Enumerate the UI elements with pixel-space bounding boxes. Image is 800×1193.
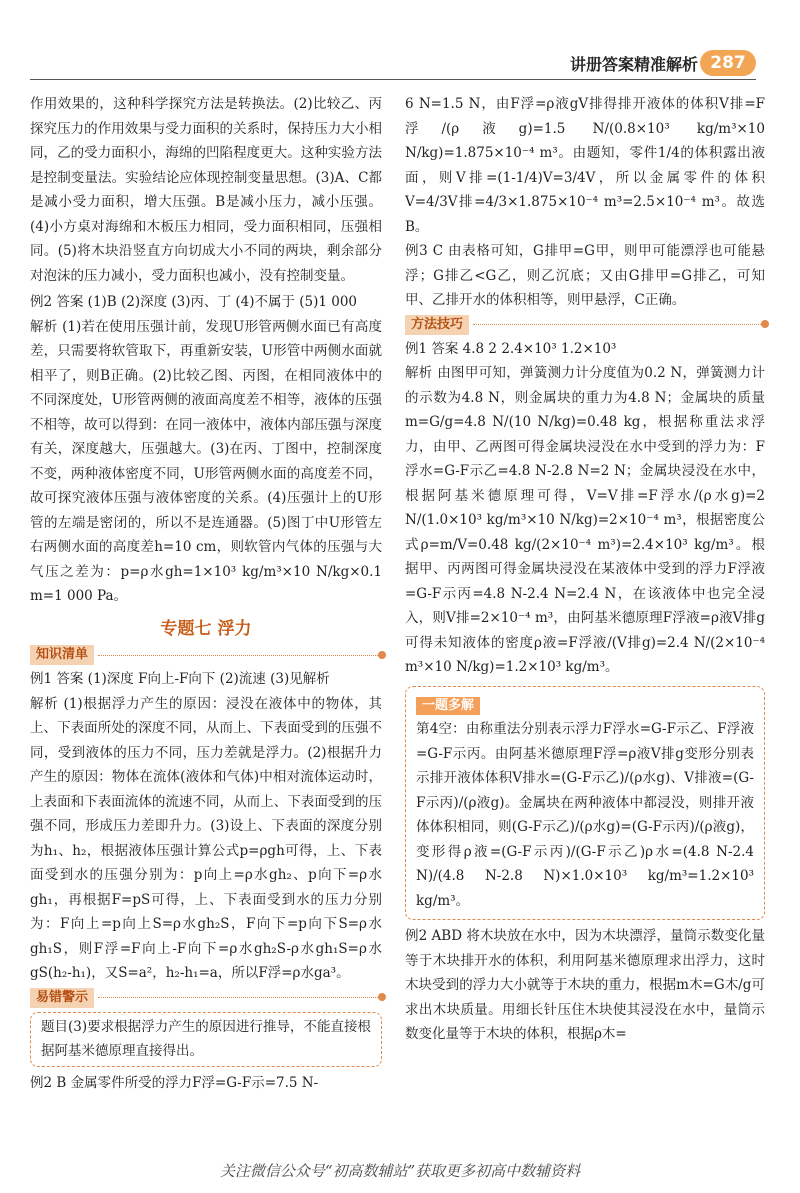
method-box (405, 686, 765, 921)
section-title: 专题七 浮力 (160, 618, 252, 639)
tag-label: 易错警示 (30, 988, 94, 1008)
tag-divider (98, 997, 382, 998)
page-number-badge: 287 (700, 50, 756, 76)
paragraph: 解析 由图甲可知，弹簧测力计分度值为0.2 N，弹簧测力计的示数为4.8 N，则金属块的重力为4.8 N；金属块的质量m=G/g=4.8 N/(10 N/kg)=0.48 kg，根据称重法求浮力，由甲、乙两图可得金属块浸没在水中受到的浮力为：F浮水=G-F示乙=4.8 N-2.8 N=2 N；金属块浸没在水中，根据阿基米德原理可得，V=V排=F浮水/(ρ水g)=2 N/(1.0×10³ kg/m³×10 N/kg)=2×10⁻⁴ m³，根据密度公式ρ=m/V=0.48 kg/(2×10⁻⁴ m³)=2.4×10³ kg/m³。根据甲、丙两图可得金属块浸没在某液体中受到的浮力F浮液=G-F示丙=4.8 N-2.4 N=2.4 N，在该液体中也完全浸入，则V排=2×10⁻⁴ m³，由阿基米德原理F浮液=ρ液V排g可得未知液体的密度ρ液=F浮液/(V排g)=2.4 N/(2×10⁻⁴ m³×10 N/kg)=1.2×10³ kg/m³。 (405, 365, 765, 675)
paragraph: 例2 ABD 将木块放在水中，因为木块漂浮，量筒示数变化量等于木块排开水的体积，利用阿基米德原理求出浮力，这时木块受到的浮力大小就等于木块的重力，根据m木=G木/g可求出木块质量。用细长针压住木块使其浸没在水中，量筒示数变化量等于木块的体积，根据ρ木= (405, 928, 765, 1042)
tag-divider (473, 324, 765, 325)
left-column (30, 92, 382, 1095)
tag-divider (98, 655, 382, 656)
tip-box (30, 1012, 382, 1067)
tag-label: 知识清单 (30, 645, 94, 665)
paragraph: 例2 B 金属零件所受的浮力F浮=G-F示=7.5 N- (30, 1074, 319, 1091)
right-column (405, 92, 765, 1047)
tag-label: 方法技巧 (405, 315, 469, 335)
paragraph: 例2 答案 (1)B (2)深度 (3)丙、丁 (4)不属于 (5)1 000 (30, 294, 358, 310)
footer-note: 关注微信公众号“初高数辅站”获取更多初高中数辅资料 (219, 1162, 581, 1180)
paragraph: 例1 答案 4.8 2 2.4×10³ 1.2×10³ (405, 340, 617, 357)
box-text: 第4空：由称重法分别表示浮力F浮水=G-F示乙、F浮液=G-F示丙。由阿基米德原理F浮=ρ液V排g变形分别表示排开液体体积V排水=(G-F示乙)/(ρ水g)、V排液=(G-F示丙)/(ρ液g)。金属块在两种液体中都浸没，则排开液体体积相同，则(G-F示乙)/(ρ水g)=(G-F示丙)/(ρ液g)，变形得ρ液=(G-F示丙)/(G-F示乙)ρ水=(4.8 N-2.4 N)/(4.8 N-2.8 N)×1.0×10³ kg/m³=1.2×10³ kg/m³。 (416, 721, 754, 909)
box-label: 一题多解 (416, 697, 480, 715)
paragraph: 6 N=1.5 N，由F浮=ρ液gV排得排开液体的体积V排=F浮/(ρ液g)=1.5 N/(0.8×10³ kg/m³×10 N/kg)=1.875×10⁻⁴ m³。由题知，零件1/4的体积露出液面，则V排=(1-1/4)V=3/4V，所以金属零件的体积V=4/3V排=4/3×1.875×10⁻⁴ m³=2.5×10⁻⁴ m³。故选B。 (405, 96, 765, 235)
tip-text: 题目(3)要求根据浮力产生的原因进行推导，不能直接根据阿基米德原理直接得出。 (41, 1018, 371, 1059)
paragraph: 解析 (1)若在使用压强计前，发现U形管两侧水面已有高度差，只需要将软管取下，再重新安装，U形管中两侧水面就相平了，则B正确。(2)比较乙图、丙图，在相同液体中的不同深度处，U形管两侧的液面高度差不相等，液体的压强不相等，故可以得到：在同一液体中，液体内部压强与深度有关，深度越大，压强越大。(3)在丙、丁图中，控制深度不变，两种液体密度不同，U形管两侧水面的高度差不同，故可探究液体压强与液体密度的关系。(4)压强计上的U形管的左端是密闭的，所以不是连通器。(5)图丁中U形管左右两侧水面的高度差h=10 cm，则软管内气体的压强与大气压之差为：p=ρ水gh=1×10³ kg/m³×10 N/kg×0.1 m=1 000 Pa。 (30, 318, 382, 604)
tag-row (30, 988, 382, 1008)
paragraph: 例1 答案 (1)深度 F向上-F向下 (2)流速 (3)见解析 (30, 671, 330, 687)
tag-row (30, 645, 382, 665)
header-rule (30, 79, 756, 80)
paragraph: 作用效果的，这种科学探究方法是转换法。(2)比较乙、丙探究压力的作用效果与受力面积的关系时，保持压力大小相同，乙的受力面积小，海绵的凹陷程度更大。这种实验方法是控制变量法。实验结论应体现控制变量思想。(3)A、C都是减小受力面积，增大压强。B是减小压力，减小压强。(4)小方桌对海绵和木板压力相同，受力面积相同，压强相同。(5)将木块沿竖直方向切成大小不同的两块，剩余部分对泡沫的压力减小，受力面积也减小，没有控制变量。 (30, 96, 382, 284)
paragraph: 解析 (1)根据浮力产生的原因：浸没在液体中的物体，其上、下表面所处的深度不同，从而上、下表面受到的压强不同，受到液体的压力不同，压力差就是浮力。(2)根据升力产生的原因：物体在流体(液体和气体)中相对流体运动时，上表面和下表面流体的流速不同，从而上、下表面受到的压强不同，形成压力差即升力。(3)设上、下表面的深度分别为h₁、h₂，根据液体压强计算公式p=ρgh可得，上、下表面受到水的压强分别为：p向上=ρ水gh₂、p向下=ρ水gh₁，再根据F=pS可得，上、下表面受到水的压力分别为：F向上=p向上S=ρ水gh₂S，F向下=p向下S=ρ水gh₁S，则F浮=F向上-F向下=ρ水gh₂S-ρ水gh₁S=ρ水gS(h₂-h₁)，又S=a²，h₂-h₁=a，所以F浮=ρ水ga³。 (30, 695, 382, 981)
paragraph: 例3 C 由表格可知，G排甲=G甲，则甲可能漂浮也可能悬浮；G排乙<G乙，则乙沉底；又由G排甲=G排乙，可知甲、乙排开水的体积相等，则甲悬浮，C正确。 (405, 243, 765, 308)
tag-row (405, 315, 765, 335)
page-header-title: 讲册答案精准解析 (569, 55, 698, 74)
